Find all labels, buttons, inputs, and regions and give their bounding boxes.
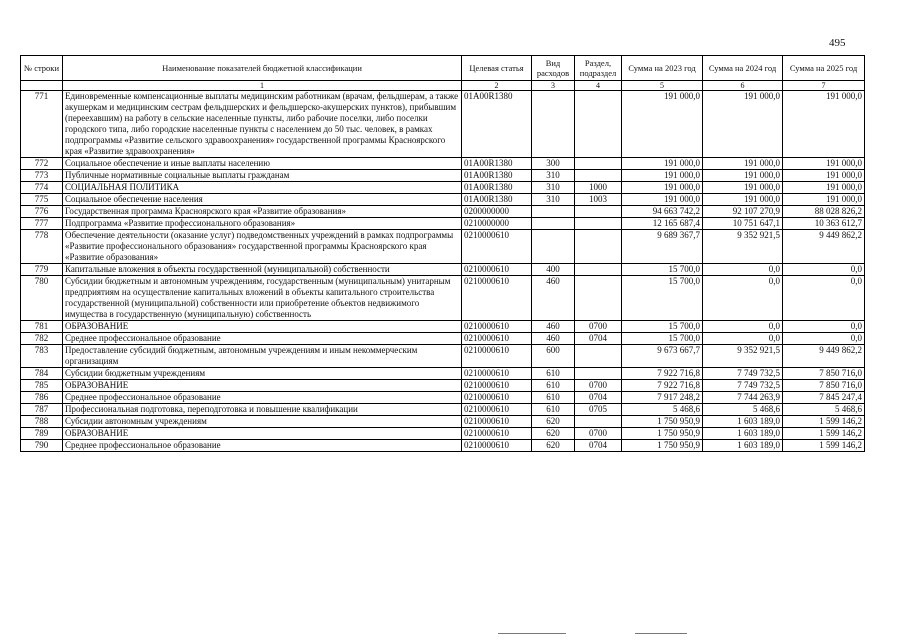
table-row xyxy=(21,392,865,404)
row-sum-2023: 7 922 716,8 xyxy=(622,380,703,392)
row-sum-2025: 0,0 xyxy=(783,321,865,333)
row-expense-type: 610 xyxy=(532,392,575,404)
row-section: 1000 xyxy=(575,182,622,194)
row-sum-2024: 7 749 732,5 xyxy=(703,380,783,392)
row-expense-type xyxy=(532,218,575,230)
table-row xyxy=(21,428,865,440)
table-row xyxy=(21,345,865,368)
row-number: 788 xyxy=(21,416,63,428)
row-sum-2024: 0,0 xyxy=(703,276,783,321)
row-sum-2024: 5 468,6 xyxy=(703,404,783,416)
row-section: 0704 xyxy=(575,440,622,452)
row-sum-2025: 5 468,6 xyxy=(783,404,865,416)
row-name: Обеспечение деятельности (оказание услуг) подведомственных учреждений в рамках подпрограммы «Развитие профессионального образования» государственной программы Красноярского края «Развитие образования» xyxy=(63,230,462,264)
row-sum-2025: 191 000,0 xyxy=(783,194,865,206)
row-expense-type: 620 xyxy=(532,416,575,428)
header-target: Целевая статья xyxy=(462,56,532,81)
row-sum-2023: 1 750 950,9 xyxy=(622,416,703,428)
row-number: 771 xyxy=(21,91,63,158)
row-number: 782 xyxy=(21,333,63,345)
table-row xyxy=(21,170,865,182)
table-row xyxy=(21,182,865,194)
row-expense-type: 300 xyxy=(532,158,575,170)
budget-table xyxy=(20,55,865,452)
row-sum-2023: 191 000,0 xyxy=(622,182,703,194)
row-name: ОБРАЗОВАНИЕ xyxy=(63,428,462,440)
row-expense-type: 460 xyxy=(532,333,575,345)
row-target-code: 0210000610 xyxy=(462,428,532,440)
row-target-code: 0210000610 xyxy=(462,440,532,452)
footer-rule xyxy=(635,633,687,634)
row-sum-2025: 1 599 146,2 xyxy=(783,428,865,440)
table-row xyxy=(21,158,865,170)
row-sum-2023: 9 689 367,7 xyxy=(622,230,703,264)
row-sum-2023: 12 165 687,4 xyxy=(622,218,703,230)
row-target-code: 0210000610 xyxy=(462,333,532,345)
row-number: 779 xyxy=(21,264,63,276)
row-section xyxy=(575,264,622,276)
row-sum-2025: 1 599 146,2 xyxy=(783,440,865,452)
row-section xyxy=(575,368,622,380)
row-sum-2025: 7 850 716,0 xyxy=(783,380,865,392)
row-section: 0700 xyxy=(575,321,622,333)
row-section: 0704 xyxy=(575,392,622,404)
row-section: 0704 xyxy=(575,333,622,345)
row-target-code: 0210000610 xyxy=(462,276,532,321)
row-number: 773 xyxy=(21,170,63,182)
row-section xyxy=(575,230,622,264)
row-sum-2025: 7 850 716,0 xyxy=(783,368,865,380)
row-target-code: 0210000000 xyxy=(462,218,532,230)
row-number: 772 xyxy=(21,158,63,170)
table-row xyxy=(21,380,865,392)
row-sum-2025: 191 000,0 xyxy=(783,170,865,182)
column-number: 5 xyxy=(622,81,703,91)
table-row xyxy=(21,194,865,206)
row-section: 0700 xyxy=(575,380,622,392)
column-number: 3 xyxy=(532,81,575,91)
row-section: 1003 xyxy=(575,194,622,206)
row-number: 778 xyxy=(21,230,63,264)
row-sum-2024: 191 000,0 xyxy=(703,182,783,194)
row-expense-type xyxy=(532,206,575,218)
row-number: 775 xyxy=(21,194,63,206)
row-target-code: 0210000610 xyxy=(462,404,532,416)
row-target-code: 0210000610 xyxy=(462,321,532,333)
row-sum-2023: 9 673 667,7 xyxy=(622,345,703,368)
row-name: Субсидии бюджетным учреждениям xyxy=(63,368,462,380)
row-sum-2025: 0,0 xyxy=(783,333,865,345)
row-target-code: 01А00R1380 xyxy=(462,182,532,194)
row-name: Среднее профессиональное образование xyxy=(63,440,462,452)
row-sum-2024: 191 000,0 xyxy=(703,194,783,206)
table-row xyxy=(21,368,865,380)
row-number: 785 xyxy=(21,380,63,392)
row-name: Среднее профессиональное образование xyxy=(63,333,462,345)
row-number: 783 xyxy=(21,345,63,368)
row-name: Государственная программа Красноярского края «Развитие образования» xyxy=(63,206,462,218)
row-target-code: 01А00R1380 xyxy=(462,194,532,206)
row-name: ОБРАЗОВАНИЕ xyxy=(63,380,462,392)
table-row xyxy=(21,321,865,333)
header-sum-2023: Сумма на 2023 год xyxy=(622,56,703,81)
row-expense-type: 620 xyxy=(532,428,575,440)
row-section xyxy=(575,416,622,428)
table-row xyxy=(21,416,865,428)
row-sum-2023: 5 468,6 xyxy=(622,404,703,416)
row-sum-2023: 94 663 742,2 xyxy=(622,206,703,218)
row-sum-2024: 1 603 189,0 xyxy=(703,416,783,428)
row-sum-2023: 191 000,0 xyxy=(622,91,703,158)
row-number: 774 xyxy=(21,182,63,194)
row-number: 787 xyxy=(21,404,63,416)
row-sum-2024: 7 744 263,9 xyxy=(703,392,783,404)
row-sum-2023: 7 922 716,8 xyxy=(622,368,703,380)
row-section xyxy=(575,170,622,182)
row-number: 781 xyxy=(21,321,63,333)
row-sum-2024: 191 000,0 xyxy=(703,170,783,182)
header-sum-2024: Сумма на 2024 год xyxy=(703,56,783,81)
row-sum-2023: 191 000,0 xyxy=(622,194,703,206)
row-sum-2025: 191 000,0 xyxy=(783,182,865,194)
row-number: 790 xyxy=(21,440,63,452)
row-number: 780 xyxy=(21,276,63,321)
row-expense-type: 460 xyxy=(532,276,575,321)
row-name: СОЦИАЛЬНАЯ ПОЛИТИКА xyxy=(63,182,462,194)
header-sum-2025: Сумма на 2025 год xyxy=(783,56,865,81)
row-target-code: 0210000610 xyxy=(462,230,532,264)
row-name: ОБРАЗОВАНИЕ xyxy=(63,321,462,333)
header-name: Наименование показателей бюджетной классификации xyxy=(63,56,462,81)
table-row xyxy=(21,276,865,321)
row-target-code: 01А00R1380 xyxy=(462,91,532,158)
column-number: 1 xyxy=(63,81,462,91)
row-number: 777 xyxy=(21,218,63,230)
row-number: 784 xyxy=(21,368,63,380)
row-name: Единовременные компенсационные выплаты медицинским работникам (врачам, фельдшерам, а также акушеркам и медицинским сестрам фельдшерских и фельдшерско-акушерских пунктов), прибывшим (переехавшим) на работу в сельские населенные пункты, либо рабочие поселки, либо поселки городского типа, либо городские населенные пункты с населением до 50 тыс. человек, в рамках подпрограммы «Развитие сельского здравоохранения» государственной программы Красноярского края «Развитие здравоохранения» xyxy=(63,91,462,158)
row-sum-2025: 0,0 xyxy=(783,276,865,321)
column-number xyxy=(21,81,63,91)
row-sum-2024: 191 000,0 xyxy=(703,91,783,158)
row-name: Профессиональная подготовка, переподготовка и повышение квалификации xyxy=(63,404,462,416)
row-sum-2025: 191 000,0 xyxy=(783,158,865,170)
row-sum-2025: 10 363 612,7 xyxy=(783,218,865,230)
row-sum-2023: 7 917 248,2 xyxy=(622,392,703,404)
table-row xyxy=(21,440,865,452)
row-target-code: 0210000610 xyxy=(462,416,532,428)
row-sum-2023: 15 700,0 xyxy=(622,264,703,276)
row-target-code: 01А00R1380 xyxy=(462,158,532,170)
row-expense-type: 600 xyxy=(532,345,575,368)
row-sum-2025: 191 000,0 xyxy=(783,91,865,158)
row-sum-2023: 1 750 950,9 xyxy=(622,440,703,452)
row-sum-2025: 88 028 826,2 xyxy=(783,206,865,218)
row-sum-2025: 9 449 862,2 xyxy=(783,230,865,264)
row-expense-type xyxy=(532,230,575,264)
row-name: Субсидии автономным учреждениям xyxy=(63,416,462,428)
row-sum-2023: 15 700,0 xyxy=(622,276,703,321)
column-number: 6 xyxy=(703,81,783,91)
row-sum-2024: 0,0 xyxy=(703,333,783,345)
page-number: 495 xyxy=(829,37,846,49)
row-expense-type: 620 xyxy=(532,440,575,452)
table-body xyxy=(21,91,865,452)
row-name: Предоставление субсидий бюджетным, автономным учреждениям и иным некоммерческим организациям xyxy=(63,345,462,368)
table-row xyxy=(21,264,865,276)
row-sum-2024: 92 107 270,9 xyxy=(703,206,783,218)
row-section xyxy=(575,218,622,230)
row-sum-2024: 0,0 xyxy=(703,321,783,333)
row-number: 789 xyxy=(21,428,63,440)
header-row-no: № строки xyxy=(21,56,63,81)
table-row xyxy=(21,333,865,345)
row-sum-2023: 15 700,0 xyxy=(622,333,703,345)
row-number: 776 xyxy=(21,206,63,218)
table-row xyxy=(21,230,865,264)
row-section xyxy=(575,345,622,368)
row-number: 786 xyxy=(21,392,63,404)
row-section xyxy=(575,158,622,170)
row-target-code: 0210000610 xyxy=(462,264,532,276)
row-target-code: 01А00R1380 xyxy=(462,170,532,182)
row-section xyxy=(575,276,622,321)
row-expense-type: 460 xyxy=(532,321,575,333)
row-target-code: 0210000610 xyxy=(462,345,532,368)
row-sum-2023: 15 700,0 xyxy=(622,321,703,333)
column-number-row xyxy=(21,81,865,91)
table-row xyxy=(21,91,865,158)
row-name: Социальное обеспечение населения xyxy=(63,194,462,206)
row-expense-type: 400 xyxy=(532,264,575,276)
row-sum-2024: 1 603 189,0 xyxy=(703,440,783,452)
column-number: 2 xyxy=(462,81,532,91)
row-sum-2025: 7 845 247,4 xyxy=(783,392,865,404)
row-sum-2023: 191 000,0 xyxy=(622,170,703,182)
row-target-code: 0210000610 xyxy=(462,380,532,392)
row-sum-2024: 7 749 732,5 xyxy=(703,368,783,380)
row-sum-2024: 191 000,0 xyxy=(703,158,783,170)
row-name: Социальное обеспечение и иные выплаты населению xyxy=(63,158,462,170)
header-type: Вид расходов xyxy=(532,56,575,81)
row-expense-type xyxy=(532,91,575,158)
column-number: 4 xyxy=(575,81,622,91)
table-row xyxy=(21,218,865,230)
row-sum-2023: 1 750 950,9 xyxy=(622,428,703,440)
row-name: Капитальные вложения в объекты государственной (муниципальной) собственности xyxy=(63,264,462,276)
row-name: Субсидии бюджетным и автономным учреждениям, государственным (муниципальным) унитарным предприятиям на осуществление капитальных вложений в объекты капитального строительства государственной (муниципальной) собственности или приобретение объектов недвижимого имущества в государственную (муниципальную) собственность xyxy=(63,276,462,321)
header-row xyxy=(21,56,865,81)
row-section xyxy=(575,91,622,158)
row-sum-2025: 0,0 xyxy=(783,264,865,276)
row-sum-2024: 1 603 189,0 xyxy=(703,428,783,440)
row-sum-2024: 9 352 921,5 xyxy=(703,230,783,264)
row-section: 0705 xyxy=(575,404,622,416)
row-expense-type: 310 xyxy=(532,182,575,194)
column-number: 7 xyxy=(783,81,865,91)
row-target-code: 0200000000 xyxy=(462,206,532,218)
row-name: Публичные нормативные социальные выплаты гражданам xyxy=(63,170,462,182)
row-expense-type: 610 xyxy=(532,380,575,392)
row-expense-type: 310 xyxy=(532,194,575,206)
row-section xyxy=(575,206,622,218)
footer-rule xyxy=(498,633,566,634)
row-target-code: 0210000610 xyxy=(462,368,532,380)
row-name: Среднее профессиональное образование xyxy=(63,392,462,404)
row-expense-type: 610 xyxy=(532,368,575,380)
row-section: 0700 xyxy=(575,428,622,440)
row-target-code: 0210000610 xyxy=(462,392,532,404)
table-row xyxy=(21,206,865,218)
row-sum-2025: 1 599 146,2 xyxy=(783,416,865,428)
row-sum-2024: 0,0 xyxy=(703,264,783,276)
table-row xyxy=(21,404,865,416)
row-expense-type: 310 xyxy=(532,170,575,182)
row-sum-2024: 10 751 647,1 xyxy=(703,218,783,230)
header-section: Раздел, подраздел xyxy=(575,56,622,81)
row-sum-2025: 9 449 862,2 xyxy=(783,345,865,368)
row-sum-2023: 191 000,0 xyxy=(622,158,703,170)
row-sum-2024: 9 352 921,5 xyxy=(703,345,783,368)
row-expense-type: 610 xyxy=(532,404,575,416)
row-name: Подпрограмма «Развитие профессионального образования» xyxy=(63,218,462,230)
